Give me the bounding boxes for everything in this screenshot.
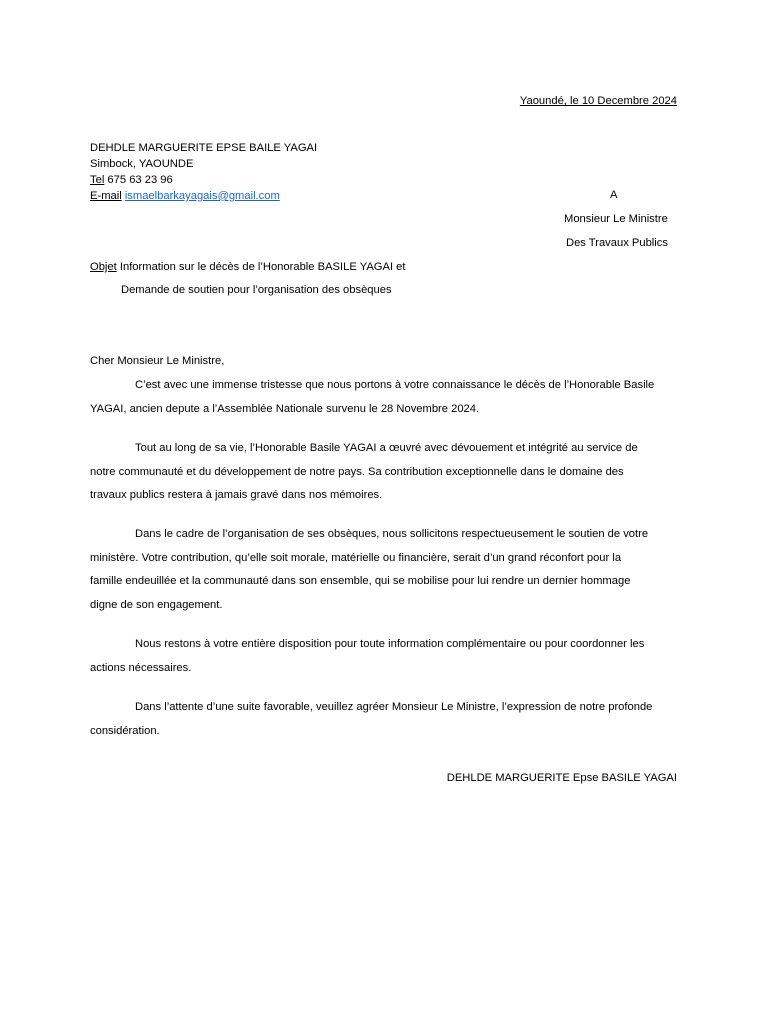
- subject-text-1: Information sur le décès de l’Honorable BASILE YAGAI et: [116, 261, 406, 273]
- signature: DEHLDE MARGUERITE Epse BASILE YAGAI: [446, 772, 677, 784]
- paragraph-line: actions nécessaires.: [90, 661, 192, 674]
- salutation: Cher Monsieur Le Ministre,: [90, 355, 225, 367]
- paragraph-line: digne de son engagement.: [90, 598, 223, 611]
- date-line: Yaoundé, le 10 Decembre 2024: [519, 95, 677, 107]
- paragraph-line: Nous restons à votre entière disposition pour toute information complémentaire ou pour coordonner les: [135, 638, 645, 650]
- phone-label: Tel: [90, 174, 105, 186]
- paragraph-line: YAGAI, ancien depute a l’Assemblée Nationale survenu le 28 Novembre 2024.: [90, 402, 480, 415]
- paragraph-line: Dans le cadre de l’organisation de ses obsèques, nous sollicitons respectueusement le soutien de votre: [135, 528, 649, 540]
- email-link[interactable]: ismaelbarkayagais@gmail.com: [124, 190, 280, 202]
- paragraph-2: [90, 441, 680, 512]
- recipient-line-1: Monsieur Le Ministre: [564, 213, 668, 225]
- paragraph-line: Dans l’attente d’une suite favorable, veuillez agréer Monsieur Le Ministre, l’expression de notre profonde: [135, 701, 653, 713]
- paragraph-line: notre communauté et du développement de notre pays. Sa contribution exceptionnelle dans le domaine des: [90, 465, 624, 478]
- paragraph-line: considération.: [90, 724, 160, 737]
- paragraph-3: [90, 527, 680, 621]
- paragraph-4: [90, 637, 680, 684]
- recipient-line-2: Des Travaux Publics: [566, 237, 668, 249]
- subject-line-1: [90, 260, 406, 274]
- sender-block: [90, 140, 317, 204]
- paragraph-1: [90, 378, 680, 425]
- paragraph-line: travaux publics restera à jamais gravé dans nos mémoires.: [90, 489, 383, 501]
- sender-name: DEHDLE MARGUERITE EPSE BAILE YAGAI: [90, 142, 318, 154]
- subject-label: Objet: [90, 261, 117, 273]
- paragraph-line: C’est avec une immense tristesse que nous portons à votre connaissance le décès de l’Honorable Basile: [135, 379, 655, 391]
- sender-address: Simbock, YAOUNDE: [90, 158, 194, 170]
- sender-phone: [90, 172, 317, 188]
- recipient-a: A: [610, 189, 618, 201]
- paragraph-line: famille endeuillée et la communauté dans son ensemble, qui se mobilise pour lui rendre un dernier hommage: [90, 575, 631, 587]
- paragraph-5: [90, 700, 680, 747]
- sender-email: [90, 188, 317, 204]
- email-label: E-mail: [90, 190, 122, 202]
- paragraph-line: ministère. Votre contribution, qu’elle soit morale, matérielle ou financière, serait d’un grand réconfort pour la: [90, 551, 622, 564]
- phone-value: 675 63 23 96: [104, 174, 173, 186]
- subject-line-2: Demande de soutien pour l’organisation des obsèques: [121, 284, 392, 296]
- paragraph-line: Tout au long de sa vie, l’Honorable Basile YAGAI a œuvré avec dévouement et intégrité au service de: [135, 442, 638, 454]
